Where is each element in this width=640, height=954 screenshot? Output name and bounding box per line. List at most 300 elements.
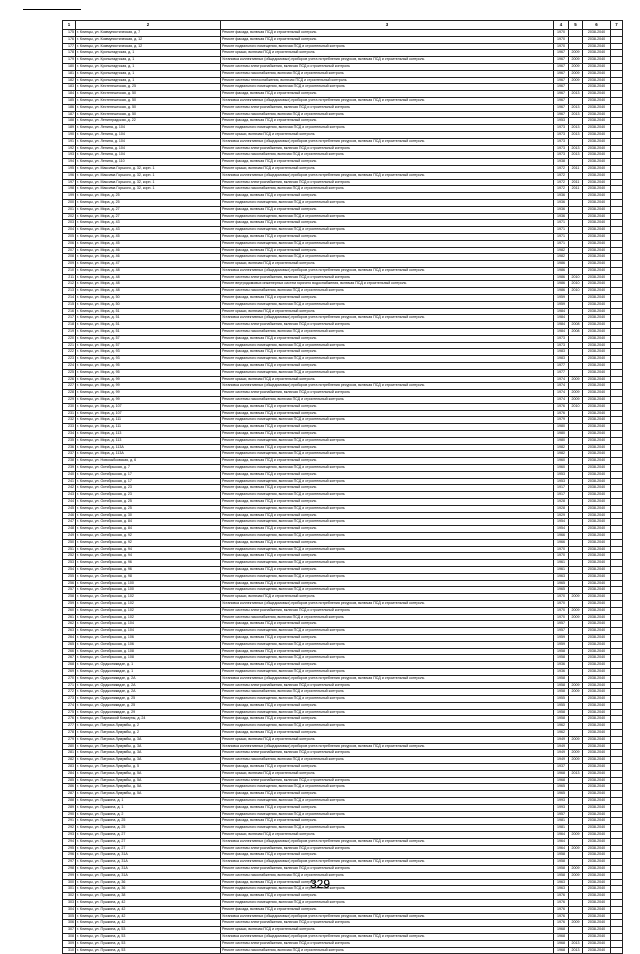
table-row	[63, 77, 623, 84]
address: г. Клинцы, ул. Мира, д. 111	[76, 424, 221, 431]
planned-period: 2038-2040	[583, 213, 611, 220]
planned-period: 2038-2040	[583, 947, 611, 954]
year-last-repair	[569, 478, 583, 485]
planned-period: 2038-2040	[583, 832, 611, 839]
year-built: 1976	[554, 410, 569, 417]
row-number: 180	[63, 63, 76, 70]
year-built: 1958	[554, 682, 569, 689]
work-type: Ремонт крыши, включая ПСД и строительный контроль	[221, 50, 554, 57]
table-row	[63, 818, 623, 825]
year-built: 1974	[554, 390, 569, 397]
year-built: 1986	[554, 261, 569, 268]
row-number: 216	[63, 308, 76, 315]
year-built: 1993	[554, 804, 569, 811]
planned-period: 2038-2040	[583, 131, 611, 138]
work-type: Ремонт подвального помещения, включая ПСД и строительный контроль	[221, 125, 554, 132]
year-last-repair	[569, 709, 583, 716]
address: г. Клинцы, ул. Орджоникидзе, д. 2А	[76, 689, 221, 696]
year-built: 1979	[554, 417, 569, 424]
planned-period: 2038-2040	[583, 63, 611, 70]
row-number: 218	[63, 322, 76, 329]
empty-cell	[611, 634, 623, 641]
empty-cell	[611, 553, 623, 560]
work-type: Ремонт системы газоснабжения, включая ПСД и строительный контроль	[221, 329, 554, 336]
row-number: 280	[63, 743, 76, 750]
row-number: 248	[63, 526, 76, 533]
empty-cell	[611, 397, 623, 404]
table-row	[63, 845, 623, 852]
row-number: 303	[63, 900, 76, 907]
address: г. Клинцы, ул. Октябрьская, д. 100	[76, 587, 221, 594]
work-type: Ремонт фасада, включая ПСД и строительный контроль	[221, 36, 554, 43]
address: г. Клинцы, ул. Пушкина, д. 36	[76, 879, 221, 886]
row-number: 188	[63, 118, 76, 125]
work-type: Ремонт фасада, включая ПСД и строительный контроль	[221, 247, 554, 254]
planned-period: 2038-2040	[583, 893, 611, 900]
planned-period: 2038-2040	[583, 560, 611, 567]
year-last-repair	[569, 560, 583, 567]
table-row	[63, 356, 623, 363]
address: г. Клинцы, ул. Октябрьская, д. 100	[76, 580, 221, 587]
planned-period: 2038-2040	[583, 186, 611, 193]
year-built: 1974	[554, 383, 569, 390]
row-number: 199	[63, 193, 76, 200]
year-last-repair: 2013	[569, 152, 583, 159]
row-number: 236	[63, 444, 76, 451]
year-built: 1973	[554, 145, 569, 152]
year-last-repair: 2010	[569, 288, 583, 295]
row-number: 230	[63, 403, 76, 410]
row-number: 217	[63, 315, 76, 322]
work-type: Ремонт подвального помещения, включая ПСД и строительный контроль	[221, 213, 554, 220]
work-type: Ремонт фасада, включая ПСД и строительный контроль	[221, 220, 554, 227]
row-number: 182	[63, 77, 76, 84]
year-last-repair	[569, 383, 583, 390]
empty-cell	[611, 308, 623, 315]
col-header-3: 3	[221, 21, 554, 30]
planned-period: 2038-2040	[583, 825, 611, 832]
empty-cell	[611, 369, 623, 376]
table-row	[63, 628, 623, 635]
year-last-repair	[569, 811, 583, 818]
address: г. Клинцы, ул. Мира, д. 50	[76, 295, 221, 302]
year-built: 1928	[554, 505, 569, 512]
empty-cell	[611, 573, 623, 580]
year-last-repair	[569, 97, 583, 104]
table-row	[63, 730, 623, 737]
work-type: Ремонт системы электроснабжения, включая ПСД и строительный контроль	[221, 940, 554, 947]
row-number: 310	[63, 947, 76, 954]
planned-period: 2038-2040	[583, 811, 611, 818]
work-type: Ремонт подвального помещения, включая ПСД и строительный контроль	[221, 451, 554, 458]
table-row	[63, 145, 623, 152]
work-type: Ремонт фасада, включая ПСД и строительный контроль	[221, 233, 554, 240]
empty-cell	[611, 186, 623, 193]
year-built: 1936	[554, 662, 569, 669]
year-built: 1962	[554, 730, 569, 737]
table-row	[63, 397, 623, 404]
table-row	[63, 641, 623, 648]
table-row	[63, 471, 623, 478]
table-row	[63, 172, 623, 179]
empty-cell	[611, 179, 623, 186]
planned-period: 2038-2040	[583, 50, 611, 57]
work-type: Ремонт системы электроснабжения, включая ПСД и строительный контроль	[221, 920, 554, 927]
row-number: 244	[63, 498, 76, 505]
empty-cell	[611, 505, 623, 512]
row-number: 283	[63, 764, 76, 771]
work-type: Ремонт фасада, включая ПСД и строительный контроль	[221, 553, 554, 560]
year-built: 1977	[554, 363, 569, 370]
table-row	[63, 267, 623, 274]
year-last-repair	[569, 818, 583, 825]
empty-cell	[611, 193, 623, 200]
table-row	[63, 349, 623, 356]
row-number: 226	[63, 376, 76, 383]
planned-period: 2038-2040	[583, 621, 611, 628]
year-built: 1971	[554, 220, 569, 227]
table-row	[63, 363, 623, 370]
table-body	[63, 30, 623, 954]
table-row	[63, 811, 623, 818]
address: г. Клинцы, ул. Пушкина, д. 1	[76, 798, 221, 805]
planned-period: 2038-2040	[583, 84, 611, 91]
planned-period: 2038-2040	[583, 424, 611, 431]
planned-period: 2038-2040	[583, 349, 611, 356]
year-built: 1965	[554, 587, 569, 594]
address: г. Клинцы, ул. Ленина, д. 104	[76, 131, 221, 138]
planned-period: 2038-2040	[583, 600, 611, 607]
planned-period: 2038-2040	[583, 566, 611, 573]
year-last-repair	[569, 730, 583, 737]
table-row	[63, 220, 623, 227]
year-last-repair	[569, 172, 583, 179]
planned-period: 2038-2040	[583, 757, 611, 764]
address: г. Клинцы, ул. Мира, д. 43	[76, 227, 221, 234]
row-number: 300	[63, 879, 76, 886]
work-type: Установка коллективных (общедомовых) приборов учета потребления ресурсов, включая ПСД и строительный контроль	[221, 675, 554, 682]
planned-period: 2038-2040	[583, 431, 611, 438]
year-built: 1968	[554, 933, 569, 940]
address: г. Клинцы, ул. Кронштадтская, д. 1	[76, 57, 221, 64]
empty-cell	[611, 131, 623, 138]
table-row	[63, 682, 623, 689]
year-last-repair	[569, 791, 583, 798]
table-row	[63, 424, 623, 431]
address: г. Клинцы, ул. Мира, д. 50	[76, 301, 221, 308]
work-type: Установка коллективных (общедомовых) приборов учета потребления ресурсов, включая ПСД и строительный контроль	[221, 172, 554, 179]
empty-cell	[611, 159, 623, 166]
year-last-repair	[569, 444, 583, 451]
table-row	[63, 777, 623, 784]
empty-cell	[611, 152, 623, 159]
table-row	[63, 566, 623, 573]
address: г. Клинцы, ул. Пушкина, д. 53	[76, 927, 221, 934]
address: г. Клинцы, ул. Коммунистическая, д. 12	[76, 43, 221, 50]
year-last-repair	[569, 675, 583, 682]
empty-cell	[611, 30, 623, 37]
empty-cell	[611, 750, 623, 757]
year-built: 1968	[554, 927, 569, 934]
year-last-repair	[569, 369, 583, 376]
year-last-repair: 2009	[569, 594, 583, 601]
work-type: Ремонт подвального помещения, включая ПСД и строительный контроль	[221, 696, 554, 703]
address: г. Клинцы, ул. Кестенештская, д. 50	[76, 97, 221, 104]
work-type: Установка коллективных (общедомовых) приборов учета потребления ресурсов, включая ПСД и строительный контроль	[221, 97, 554, 104]
planned-period: 2038-2040	[583, 709, 611, 716]
planned-period: 2038-2040	[583, 852, 611, 859]
table-row	[63, 560, 623, 567]
empty-cell	[611, 220, 623, 227]
year-built: 1958	[554, 655, 569, 662]
empty-cell	[611, 431, 623, 438]
year-built: 1974	[554, 376, 569, 383]
empty-cell	[611, 403, 623, 410]
row-number: 227	[63, 383, 76, 390]
address: г. Клинцы, ул. Мира, д. 113	[76, 431, 221, 438]
row-number: 233	[63, 424, 76, 431]
work-type: Ремонт фасада, включая ПСД и строительный контроль	[221, 410, 554, 417]
year-last-repair	[569, 485, 583, 492]
row-number: 189	[63, 125, 76, 132]
empty-cell	[611, 587, 623, 594]
row-number: 243	[63, 492, 76, 499]
empty-cell	[611, 444, 623, 451]
year-last-repair: 2009	[569, 872, 583, 879]
year-built: 1973	[554, 335, 569, 342]
year-built: 1973	[554, 152, 569, 159]
table-row	[63, 927, 623, 934]
work-type: Ремонт фасада, включая ПСД и строительный контроль	[221, 485, 554, 492]
planned-period: 2038-2040	[583, 498, 611, 505]
planned-period: 2038-2040	[583, 363, 611, 370]
year-built: 1970	[554, 30, 569, 37]
year-last-repair	[569, 668, 583, 675]
year-built: 1976	[554, 403, 569, 410]
work-type: Ремонт подвального помещения, включая ПСД и строительный контроль	[221, 811, 554, 818]
empty-cell	[611, 838, 623, 845]
address: г. Клинцы, ул. Пушкина, д. 31А	[76, 859, 221, 866]
table-row	[63, 546, 623, 553]
table-row	[63, 138, 623, 145]
empty-cell	[611, 363, 623, 370]
work-type: Ремонт системы электроснабжения, включая ПСД и строительный контроль	[221, 607, 554, 614]
year-built: 1959	[554, 301, 569, 308]
empty-cell	[611, 492, 623, 499]
row-number: 281	[63, 750, 76, 757]
year-built: 1982	[554, 254, 569, 261]
table-row	[63, 900, 623, 907]
planned-period: 2038-2040	[583, 872, 611, 879]
year-last-repair	[569, 206, 583, 213]
address: г. Клинцы, ул. Патриса Лумумбы, д. 5А	[76, 770, 221, 777]
planned-period: 2038-2040	[583, 573, 611, 580]
work-type: Ремонт подвального помещения, включая ПСД и строительный контроль	[221, 886, 554, 893]
year-built: 1976	[554, 913, 569, 920]
planned-period: 2038-2040	[583, 777, 611, 784]
row-number: 264	[63, 634, 76, 641]
table-row	[63, 600, 623, 607]
address: г. Клинцы, ул. Парижской Коммуны, д. 24	[76, 716, 221, 723]
year-built: 1967	[554, 70, 569, 77]
address: г. Клинцы, ул. Октябрьская, д. 106	[76, 634, 221, 641]
row-number: 266	[63, 648, 76, 655]
row-number: 274	[63, 702, 76, 709]
year-last-repair	[569, 30, 583, 37]
year-last-repair	[569, 247, 583, 254]
planned-period: 2038-2040	[583, 383, 611, 390]
empty-cell	[611, 757, 623, 764]
empty-cell	[611, 97, 623, 104]
row-number: 245	[63, 505, 76, 512]
empty-cell	[611, 675, 623, 682]
empty-cell	[611, 512, 623, 519]
empty-cell	[611, 349, 623, 356]
table-row	[63, 933, 623, 940]
year-built: 1959	[554, 641, 569, 648]
year-built: 1949	[554, 757, 569, 764]
address: г. Клинцы, ул. Октябрьская, д. 102	[76, 614, 221, 621]
year-built: 1984	[554, 322, 569, 329]
table-row	[63, 662, 623, 669]
empty-cell	[611, 478, 623, 485]
work-type: Ремонт системы газоснабжения, включая ПСД и строительный контроль	[221, 397, 554, 404]
address: г. Клинцы, ул. Мира, д. 51	[76, 322, 221, 329]
work-type: Ремонт системы электроснабжения, включая ПСД и строительный контроль	[221, 390, 554, 397]
year-last-repair: 2013	[569, 145, 583, 152]
row-number: 287	[63, 791, 76, 798]
row-number: 299	[63, 872, 76, 879]
table-row	[63, 465, 623, 472]
planned-period: 2038-2040	[583, 539, 611, 546]
table-row	[63, 451, 623, 458]
row-number: 268	[63, 662, 76, 669]
row-number: 210	[63, 267, 76, 274]
work-type: Ремонт фасада, включая ПСД и строительный контроль	[221, 539, 554, 546]
address: г. Клинцы, ул. Мира, д. 51	[76, 315, 221, 322]
table-row	[63, 288, 623, 295]
year-last-repair	[569, 580, 583, 587]
row-number: 306	[63, 920, 76, 927]
empty-cell	[611, 689, 623, 696]
empty-cell	[611, 546, 623, 553]
year-last-repair: 2009	[569, 50, 583, 57]
year-built: 1983	[554, 349, 569, 356]
year-last-repair	[569, 566, 583, 573]
address: г. Клинцы, ул. Октябрьская, д. 84	[76, 526, 221, 533]
row-number: 292	[63, 825, 76, 832]
address: г. Клинцы, ул. Орджоникидзе, д. 2А	[76, 675, 221, 682]
address: г. Клинцы, ул. Октябрьская, д. 7	[76, 465, 221, 472]
work-type: Ремонт фасада, включая ПСД и строительный контроль	[221, 471, 554, 478]
work-type: Ремонт крыши, включая ПСД и строительный контроль	[221, 165, 554, 172]
row-number: 235	[63, 437, 76, 444]
work-type: Ремонт крыши, включая ПСД и строительный контроль	[221, 376, 554, 383]
year-built: 1958	[554, 716, 569, 723]
work-type: Ремонт фасада, включая ПСД и строительный контроль	[221, 458, 554, 465]
work-type: Ремонт фасада, включая ПСД и строительный контроль	[221, 580, 554, 587]
row-number: 290	[63, 811, 76, 818]
planned-period: 2038-2040	[583, 641, 611, 648]
year-last-repair: 2011	[569, 179, 583, 186]
year-built: 1968	[554, 777, 569, 784]
planned-period: 2038-2040	[583, 927, 611, 934]
row-number: 279	[63, 736, 76, 743]
year-built: 1986	[554, 267, 569, 274]
planned-period: 2038-2040	[583, 492, 611, 499]
row-number: 205	[63, 233, 76, 240]
work-type: Ремонт крыши, включая ПСД и строительный контроль	[221, 832, 554, 839]
year-last-repair	[569, 512, 583, 519]
planned-period: 2038-2040	[583, 193, 611, 200]
address: г. Клинцы, ул. Патриса Лумумбы, д. 3А	[76, 750, 221, 757]
planned-period: 2038-2040	[583, 648, 611, 655]
year-built: 1976	[554, 920, 569, 927]
year-last-repair: 2009	[569, 607, 583, 614]
year-built: 1976	[554, 906, 569, 913]
planned-period: 2038-2040	[583, 662, 611, 669]
row-number: 203	[63, 220, 76, 227]
table-row	[63, 770, 623, 777]
address: г. Клинцы, ул. Ленина, д. 104	[76, 138, 221, 145]
address: г. Клинцы, ул. Мира, д. 95	[76, 369, 221, 376]
work-type: Установка коллективных (общедомовых) приборов учета потребления ресурсов, включая ПСД и строительный контроль	[221, 138, 554, 145]
row-number: 295	[63, 845, 76, 852]
planned-period: 2038-2040	[583, 206, 611, 213]
work-type: Ремонт подвального помещения, включая ПСД и строительный контроль	[221, 492, 554, 499]
row-number: 247	[63, 519, 76, 526]
empty-cell	[611, 893, 623, 900]
table-row	[63, 369, 623, 376]
empty-cell	[611, 315, 623, 322]
empty-cell	[611, 91, 623, 98]
work-type: Ремонт подвального помещения, включая ПСД и строительный контроль	[221, 227, 554, 234]
year-last-repair	[569, 600, 583, 607]
year-last-repair	[569, 913, 583, 920]
planned-period: 2038-2040	[583, 634, 611, 641]
work-type: Ремонт подвального помещения, включая ПСД и строительный контроль	[221, 628, 554, 635]
table-row	[63, 254, 623, 261]
work-type: Ремонт системы газоснабжения, включая ПСД и строительный контроль	[221, 70, 554, 77]
address: г. Клинцы, ул. Орджоникидзе, д. 1	[76, 662, 221, 669]
row-number: 184	[63, 91, 76, 98]
work-type: Ремонт подвального помещения, включая ПСД и строительный контроль	[221, 342, 554, 349]
row-number: 305	[63, 913, 76, 920]
table-row	[63, 492, 623, 499]
work-type: Ремонт подвального помещения, включая ПСД и строительный контроль	[221, 587, 554, 594]
year-last-repair	[569, 492, 583, 499]
address: г. Клинцы, ул. Мира, д. 107	[76, 403, 221, 410]
empty-cell	[611, 696, 623, 703]
planned-period: 2038-2040	[583, 804, 611, 811]
empty-cell	[611, 764, 623, 771]
work-type: Ремонт системы электроснабжения, включая ПСД и строительный контроль	[221, 777, 554, 784]
empty-cell	[611, 417, 623, 424]
work-type: Ремонт фасада, включая ПСД и строительный контроль	[221, 91, 554, 98]
planned-period: 2038-2040	[583, 750, 611, 757]
year-last-repair	[569, 193, 583, 200]
row-number: 237	[63, 451, 76, 458]
year-built: 1957	[554, 811, 569, 818]
table-row	[63, 498, 623, 505]
year-last-repair	[569, 655, 583, 662]
address: г. Клинцы, ул. Ленина, д. 104	[76, 125, 221, 132]
year-built: 1958	[554, 709, 569, 716]
address: г. Клинцы, ул. Мира, д. 27	[76, 206, 221, 213]
planned-period: 2038-2040	[583, 254, 611, 261]
year-last-repair: 2009	[569, 70, 583, 77]
empty-cell	[611, 519, 623, 526]
